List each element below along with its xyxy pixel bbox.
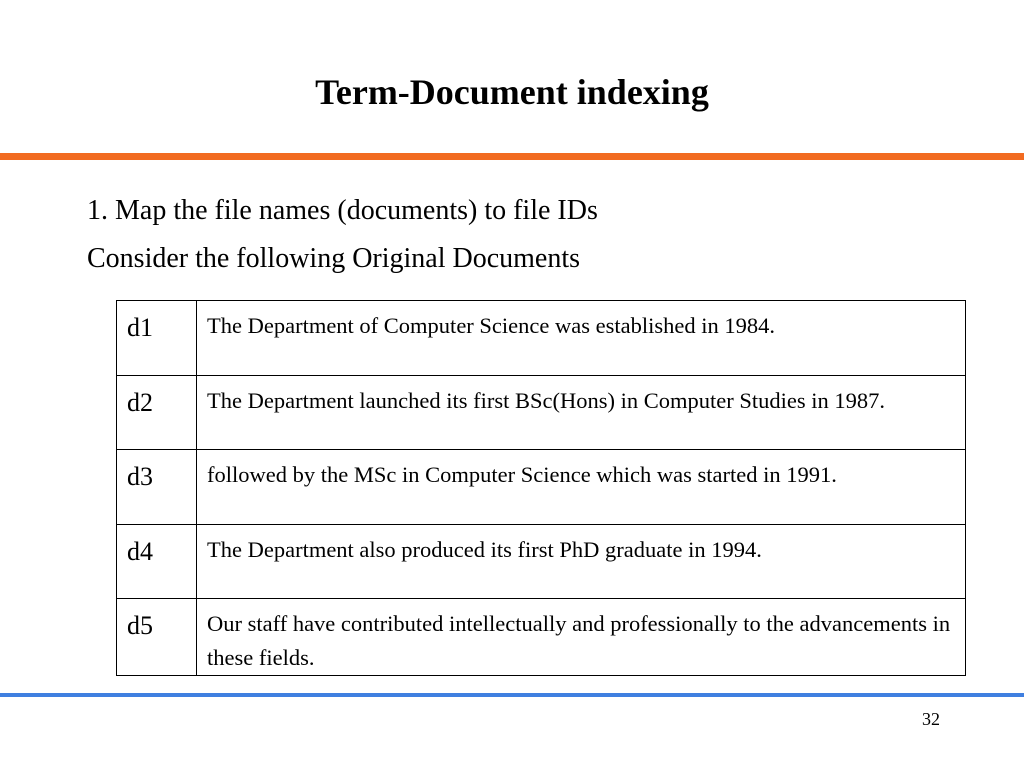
document-text-cell: The Department also produced its first PhD graduate in 1994. [197, 524, 966, 599]
document-text-cell: followed by the MSc in Computer Science which was started in 1991. [197, 450, 966, 525]
document-id-cell: d1 [117, 301, 197, 376]
intro-line-consider-documents: Consider the following Original Documents [87, 243, 581, 274]
table-row [117, 450, 966, 525]
document-text-cell: The Department launched its first BSc(Hons) in Computer Studies in 1987. [197, 375, 966, 450]
page-number: 32 [922, 709, 940, 729]
slide-title: Term-Document indexing [315, 72, 709, 112]
documents-table [116, 300, 966, 676]
document-id-cell: d2 [117, 375, 197, 450]
table-row [117, 301, 966, 376]
table-row [117, 524, 966, 599]
document-text-cell: Our staff have contributed intellectually and professionally to the advancements in these fields. [197, 599, 966, 676]
title-divider-orange [0, 153, 1024, 160]
table-row [117, 375, 966, 450]
footer-divider-blue [0, 693, 1024, 697]
document-id-cell: d5 [117, 599, 197, 676]
intro-line-map-files: 1. Map the file names (documents) to file IDs [87, 195, 598, 226]
table-row [117, 599, 966, 676]
document-id-cell: d3 [117, 450, 197, 525]
document-text-cell: The Department of Computer Science was established in 1984. [197, 301, 966, 376]
document-id-cell: d4 [117, 524, 197, 599]
